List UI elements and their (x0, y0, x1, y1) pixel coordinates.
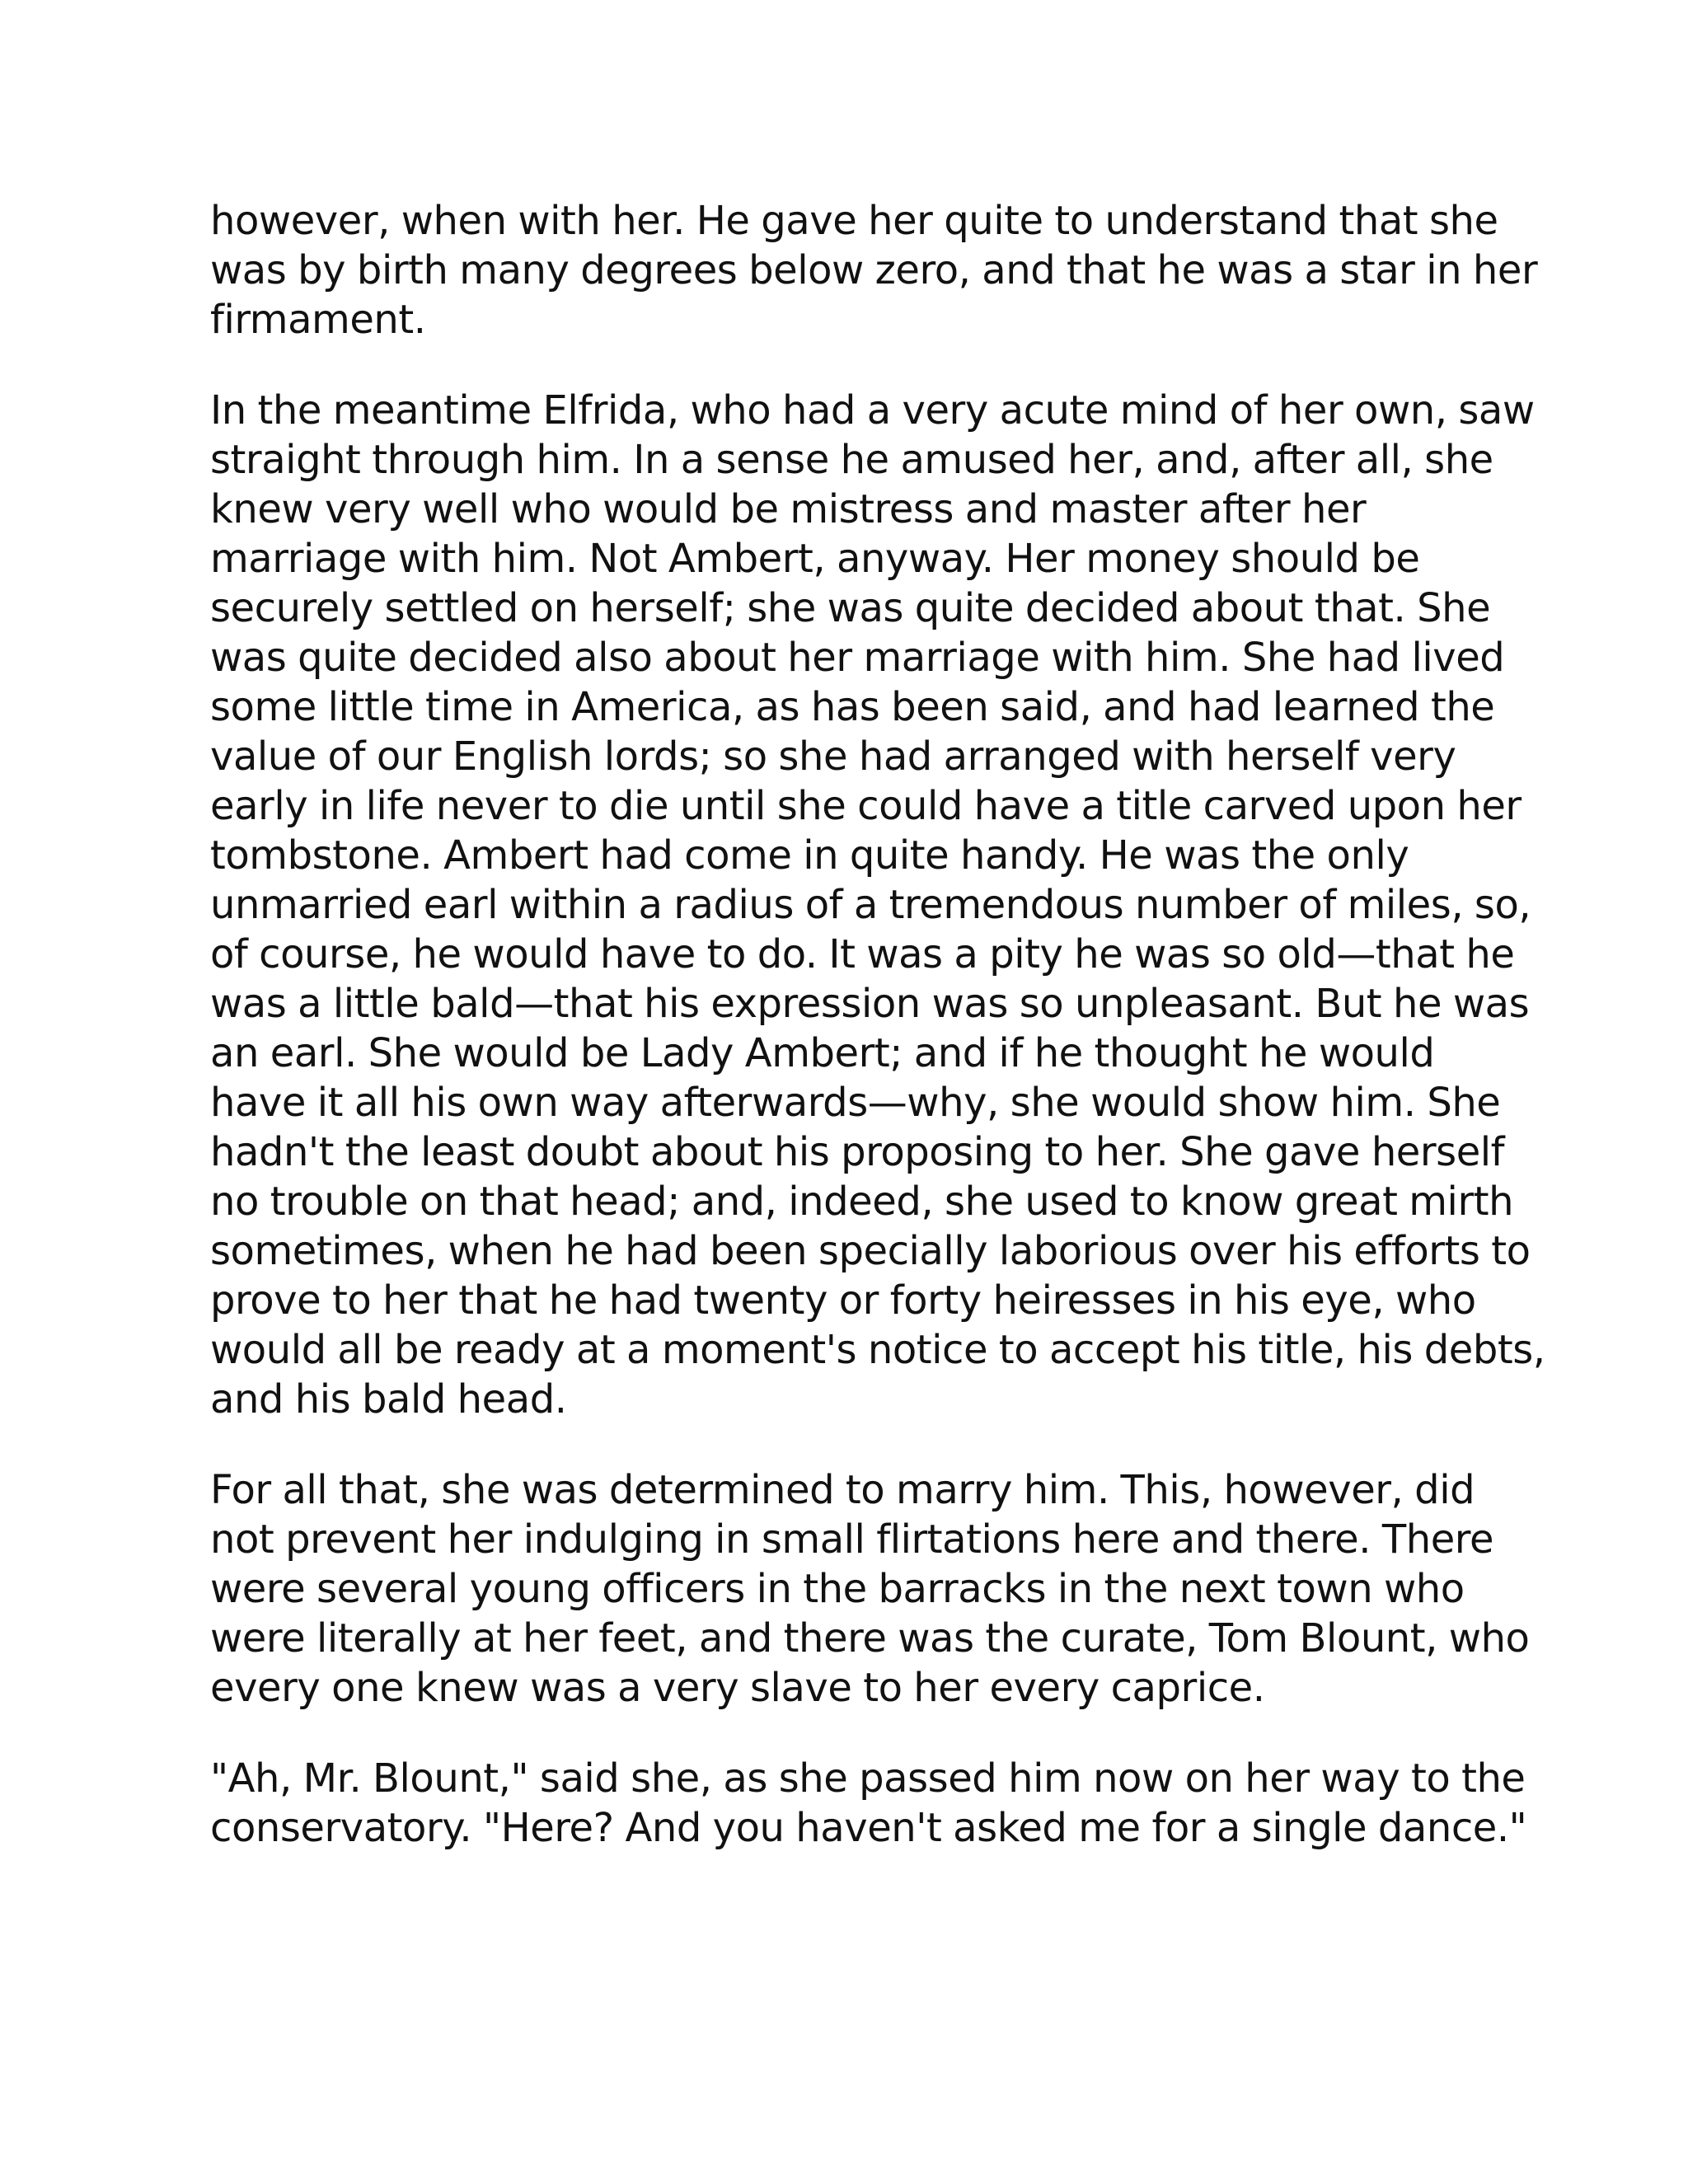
text-line: value of our English lords; so she had arranged with herself very (210, 733, 1456, 780)
paragraph-3 (210, 1465, 1530, 1713)
text-line: "Ah, Mr. Blount," said she, as she passed him now on her way to the (210, 1755, 1526, 1802)
text-line: early in life never to die until she could have a title carved upon her (210, 783, 1522, 829)
text-line: firmament. (210, 297, 426, 343)
text-line: however, when with her. He gave her quite to understand that she (210, 198, 1498, 244)
text-line: unmarried earl within a radius of a tremendous number of miles, so, (210, 882, 1531, 928)
text-line: was a little bald—that his expression was so unpleasant. But he was (210, 981, 1530, 1027)
text-line: conservatory. "Here? And you haven't asked me for a single dance." (210, 1805, 1527, 1851)
text-line: knew very well who would be mistress and master after her (210, 486, 1367, 532)
body-text (210, 196, 1545, 1853)
text-line: marriage with him. Not Ambert, anyway. Her money should be (210, 536, 1420, 582)
text-line: have it all his own way afterwards—why, she would show him. She (210, 1080, 1501, 1126)
text-line: was quite decided also about her marriage with him. She had lived (210, 635, 1505, 681)
text-line: would all be ready at a moment's notice to accept his title, his debts, (210, 1327, 1545, 1373)
text-line: securely settled on herself; she was quite decided about that. She (210, 585, 1491, 631)
text-line: straight through him. In a sense he amused her, and, after all, she (210, 437, 1493, 483)
paragraph-4 (210, 1754, 1527, 1853)
text-line: not prevent her indulging in small flirtations here and there. There (210, 1516, 1494, 1563)
text-line: of course, he would have to do. It was a pity he was so old—that he (210, 931, 1515, 977)
text-line: were literally at her feet, and there was the curate, Tom Blount, who (210, 1615, 1530, 1661)
text-line: was by birth many degrees below zero, and that he was a star in her (210, 247, 1538, 293)
text-line: were several young officers in the barracks in the next town who (210, 1566, 1465, 1612)
paragraph-1 (210, 196, 1538, 344)
text-line: prove to her that he had twenty or forty heiresses in his eye, who (210, 1277, 1476, 1324)
text-line: hadn't the least doubt about his proposing to her. She gave herself (210, 1129, 1505, 1175)
text-line: In the meantime Elfrida, who had a very acute mind of her own, saw (210, 387, 1535, 434)
text-line: an earl. She would be Lady Ambert; and if he thought he would (210, 1030, 1435, 1076)
paragraph-2 (210, 386, 1545, 1424)
text-line: every one knew was a very slave to her every caprice. (210, 1665, 1265, 1711)
text-line: tombstone. Ambert had come in quite handy. He was the only (210, 832, 1409, 879)
text-line: and his bald head. (210, 1376, 567, 1422)
text-line: no trouble on that head; and, indeed, she used to know great mirth (210, 1179, 1514, 1225)
text-line: sometimes, when he had been specially laborious over his efforts to (210, 1228, 1531, 1274)
text-line: For all that, she was determined to marry him. This, however, did (210, 1467, 1475, 1513)
text-line: some little time in America, as has been said, and had learned the (210, 684, 1495, 730)
